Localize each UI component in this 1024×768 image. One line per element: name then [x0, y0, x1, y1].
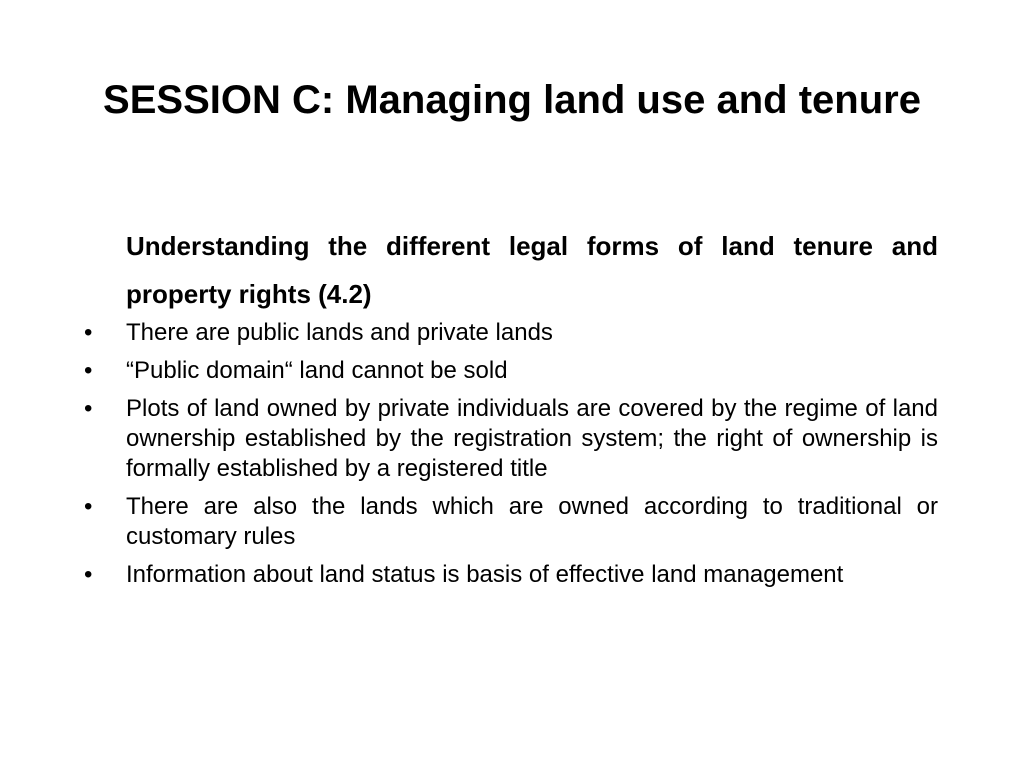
slide-subtitle: Understanding the different legal forms of land tenure and property rights (4.2) — [126, 231, 938, 309]
bullet-item — [84, 318, 938, 348]
bullet-text: Information about land status is basis of effective land management — [126, 561, 844, 588]
bullet-icon: • — [84, 319, 93, 346]
bullet-item — [84, 394, 938, 484]
bullet-item — [84, 356, 938, 386]
bullet-icon: • — [84, 395, 93, 422]
slide-title: SESSION C: Managing land use and tenure — [103, 78, 921, 122]
bullet-icon: • — [84, 357, 93, 384]
bullet-icon: • — [84, 561, 93, 588]
bullet-icon: • — [84, 493, 93, 520]
bullet-item — [84, 560, 938, 590]
bullet-text: There are also the lands which are owned according to traditional or customary rules — [126, 493, 938, 550]
bullet-text: There are public lands and private lands — [126, 319, 553, 346]
bullet-text: “Public domain“ land cannot be sold — [126, 357, 508, 384]
bullet-item — [84, 492, 938, 552]
bullet-text: Plots of land owned by private individuals are covered by the regime of land ownership established by the registration system; the right of ownership is formally established by a registered title — [126, 395, 938, 482]
bullet-list — [84, 318, 938, 598]
